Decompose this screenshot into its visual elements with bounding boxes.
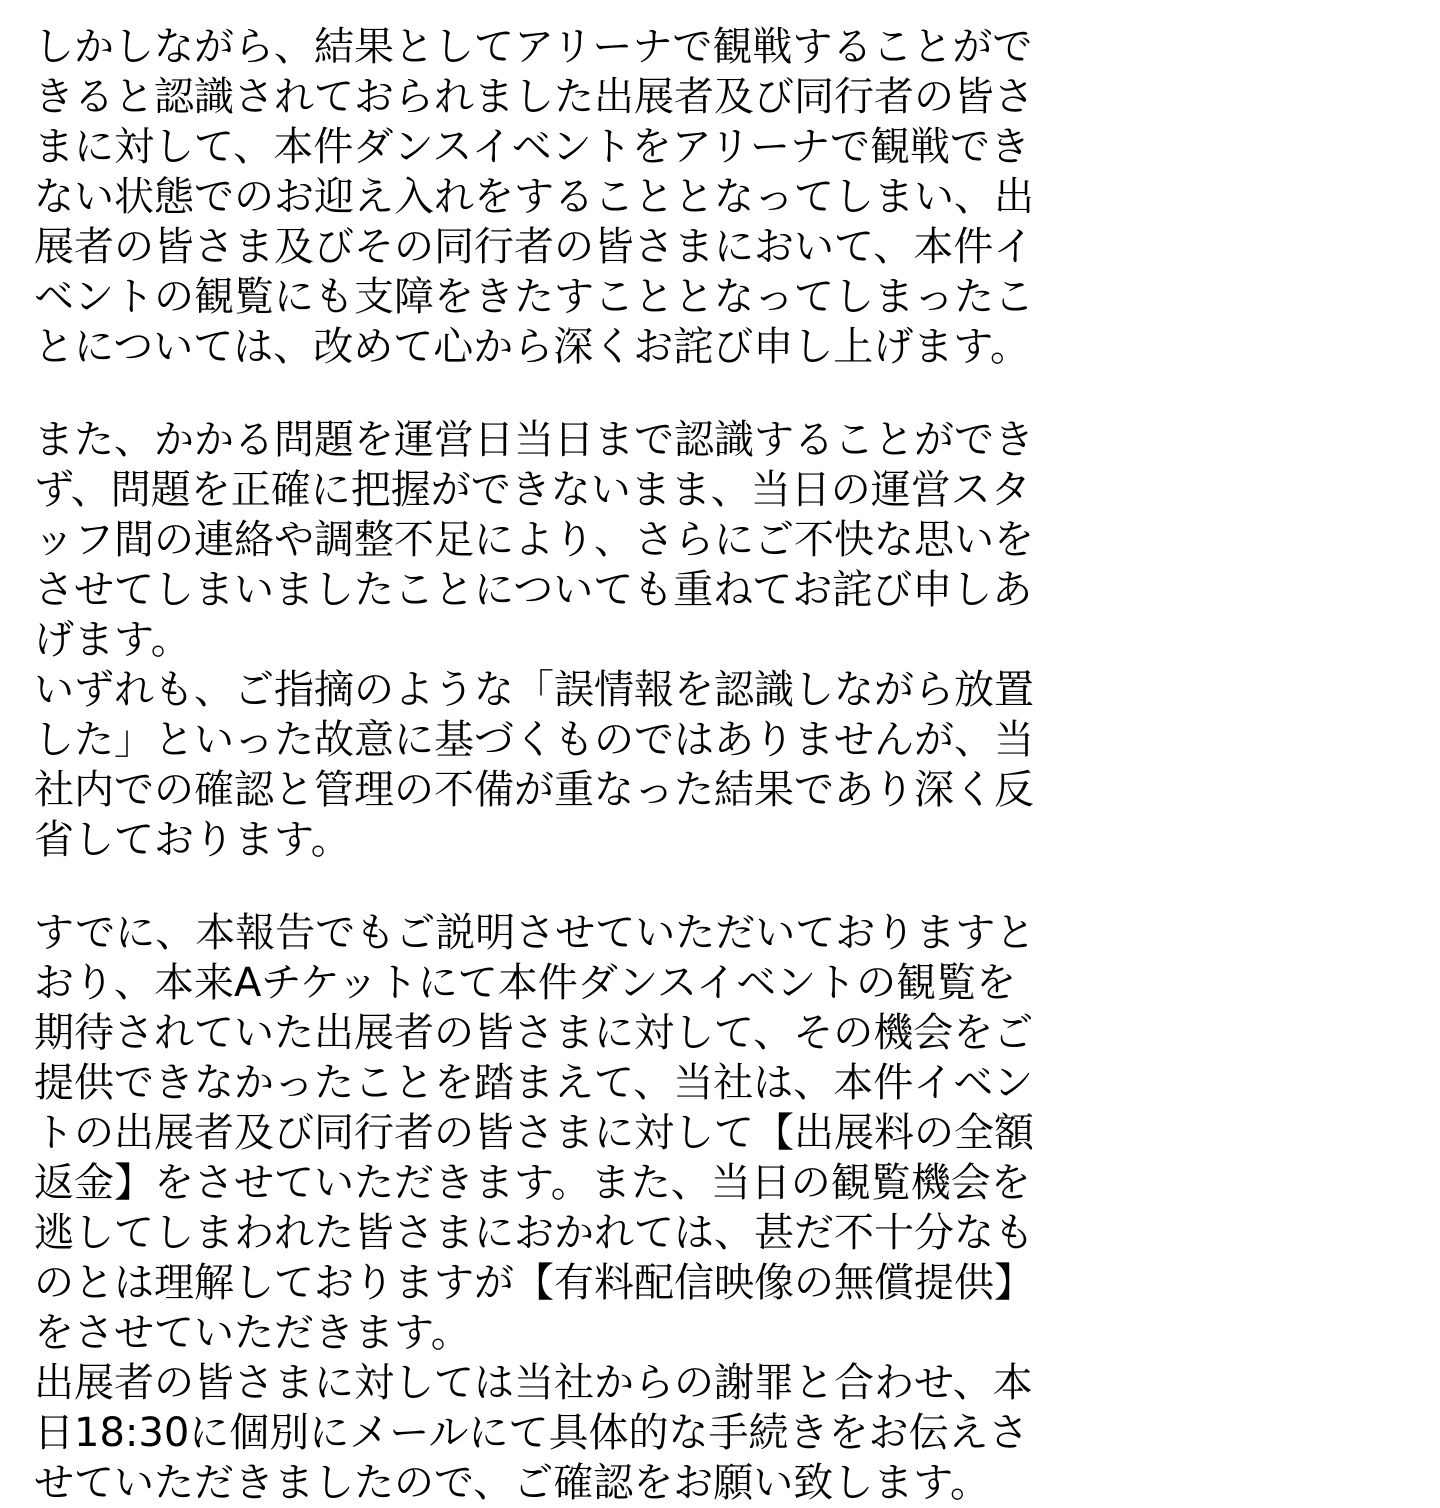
paragraph-spacer: [34, 865, 1406, 908]
text-line: また、かかる問題を運営日当日まで認識することができ: [34, 417, 1034, 463]
document-body: [34, 22, 1406, 1508]
text-line: ず、問題を正確に把握ができないまま、当日の運営スタ: [34, 467, 1031, 513]
text-line: した」といった故意に基づくものではありませんが、当: [34, 717, 1034, 763]
text-line: きると認識されておられました出展者及び同行者の皆さ: [34, 74, 1034, 120]
text-line: ッフ間の連絡や調整不足により、さらにご不快な思いを: [34, 517, 1034, 563]
text-line: をさせていただきます。: [34, 1310, 471, 1356]
text-line: しかしながら、結果としてアリーナで観戦することがで: [34, 24, 1033, 70]
paragraph-refund: [34, 908, 1406, 1508]
text-line: おり、本来Aチケットにて本件ダンスイベントの観覧を: [34, 960, 1017, 1006]
text-line: 出展者の皆さまに対しては当社からの謝罪と合わせ、本: [34, 1360, 1033, 1406]
text-line: 省しております。: [34, 817, 351, 863]
text-line: 返金】をさせていただきます。また、当日の観覧機会を: [34, 1160, 1031, 1206]
text-line: すでに、本報告でもご説明させていただいておりますと: [34, 910, 1036, 956]
text-line: 日18:30に個別にメールにて具体的な手続きをお伝えさ: [34, 1410, 1029, 1456]
text-line: 社内での確認と管理の不備が重なった結果であり深く反: [34, 767, 1034, 813]
text-line: トの出展者及び同行者の皆さまに対して【出展料の全額: [34, 1110, 1034, 1156]
text-line: 提供できなかったことを踏まえて、当社は、本件イベン: [34, 1060, 1034, 1106]
paragraph-apology-staff: [34, 415, 1406, 865]
text-line: ない状態でのお迎え入れをすることとなってしまい、出: [34, 174, 1034, 220]
text-line: 逃してしまわれた皆さまにおかれては、甚だ不十分なも: [34, 1210, 1034, 1256]
paragraph-apology-arena: [34, 22, 1406, 372]
text-line: とについては、改めて心から深くお詫び申し上げます。: [34, 324, 1030, 370]
text-line: いずれも、ご指摘のような「誤情報を認識しながら放置: [34, 667, 1034, 713]
paragraph-spacer: [34, 372, 1406, 415]
text-line: 展者の皆さま及びその同行者の皆さまにおいて、本件イ: [34, 224, 1034, 270]
text-line: させてしまいましたことについても重ねてお詫び申しあ: [34, 567, 1033, 613]
text-line: せていただきましたので、ご確認をお願い致します。: [34, 1460, 990, 1506]
text-line: 期待されていた出展者の皆さまに対して、その機会をご: [34, 1010, 1034, 1056]
text-line: のとは理解しておりますが【有料配信映像の無償提供】: [34, 1260, 1034, 1306]
text-line: げます。: [34, 617, 191, 663]
text-line: ベントの観覧にも支障をきたすこととなってしまったこ: [34, 274, 1034, 320]
text-line: まに対して、本件ダンスイベントをアリーナで観戦でき: [34, 124, 1030, 170]
